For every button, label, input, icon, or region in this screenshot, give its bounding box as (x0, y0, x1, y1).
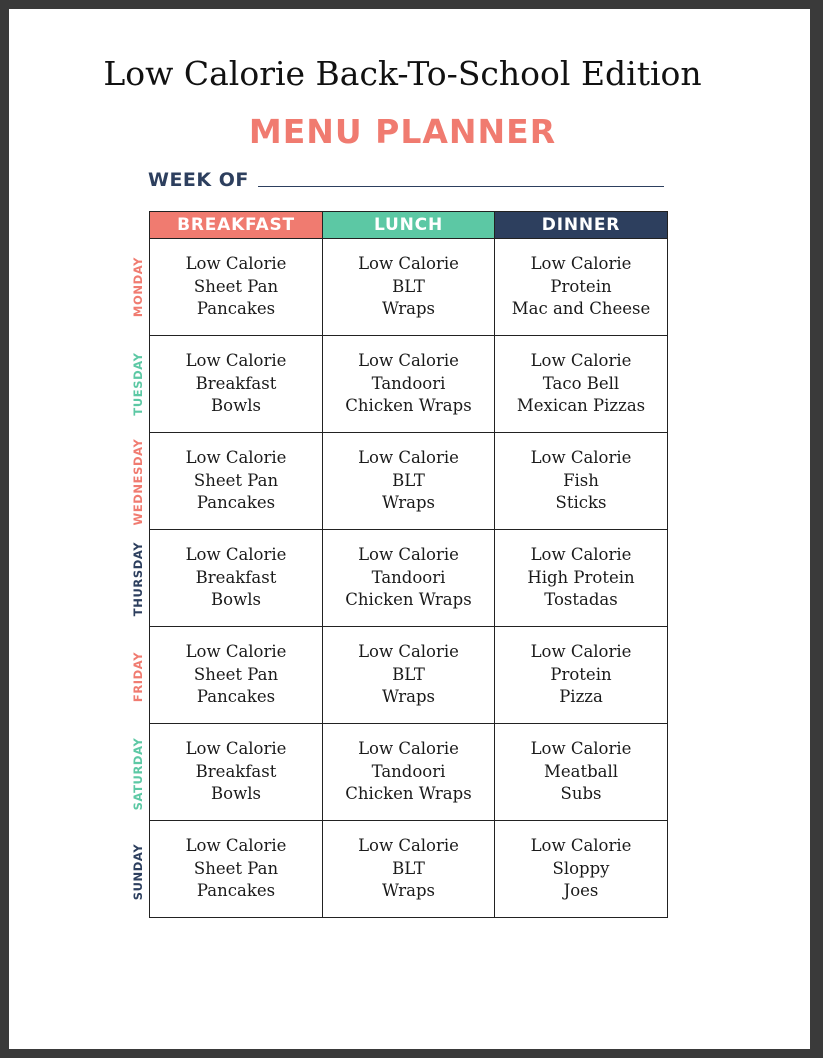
meal-text-line: Low Calorie (358, 836, 459, 856)
meal-text-line: Low Calorie (185, 545, 287, 565)
meal-text-line: Sheet Pan (193, 664, 279, 684)
meal-text-line: Low Calorie (530, 448, 632, 468)
meal-text-line: Pancakes (196, 493, 276, 513)
meal-text-line: Chicken Wraps (345, 590, 472, 610)
meal-text-line: Low Calorie (530, 739, 632, 759)
day-labels (126, 238, 150, 921)
meal-text-line: Breakfast (195, 761, 277, 781)
table-row-tuesday (150, 336, 668, 433)
table-row-thursday (150, 530, 668, 627)
meal-text-line: Wraps (382, 299, 435, 319)
day-label-text: FRIDAY (131, 651, 145, 702)
meal-text-line: Pancakes (196, 881, 276, 901)
meal-text-line: Tandoori (371, 761, 446, 781)
meal-cell-monday-lunch (323, 239, 495, 336)
meal-text-line: Pancakes (196, 299, 276, 319)
meal-text-line: Protein (550, 664, 612, 684)
column-header-lunch: LUNCH (323, 212, 495, 239)
meal-text-line: Fish (563, 470, 599, 490)
meal-text-line: Sloppy (552, 858, 610, 878)
meal-cell-thursday-dinner (495, 530, 668, 627)
meal-cell-friday-lunch (323, 627, 495, 724)
header-row (150, 212, 668, 239)
meal-text-line: Chicken Wraps (345, 784, 472, 804)
day-label-text: SATURDAY (131, 737, 145, 811)
meal-text-line: Wraps (382, 493, 435, 513)
day-label-text: MONDAY (131, 256, 145, 317)
day-label-monday (126, 238, 150, 336)
meal-cell-monday-breakfast (150, 239, 323, 336)
meal-cell-wednesday-dinner (495, 433, 668, 530)
meal-text-line: Wraps (382, 687, 435, 707)
meal-text-line: Sticks (555, 493, 607, 513)
page-title: Low Calorie Back-To-School Edition (103, 54, 702, 93)
meal-text-line: Joes (563, 881, 599, 901)
meal-text-line: High Protein (527, 567, 635, 587)
column-header-dinner: DINNER (495, 212, 668, 239)
meal-cell-tuesday-dinner (495, 336, 668, 433)
meal-cell-thursday-breakfast (150, 530, 323, 627)
table-row-wednesday (150, 433, 668, 530)
meal-text-line: Wraps (382, 881, 435, 901)
week-of-fill-line (258, 186, 664, 187)
meal-cell-saturday-dinner (495, 724, 668, 821)
meal-text-line: Breakfast (195, 567, 277, 587)
meal-cell-friday-breakfast (150, 627, 323, 724)
meal-cell-sunday-breakfast (150, 821, 323, 918)
meal-text-line: Breakfast (195, 373, 277, 393)
meal-cell-wednesday-lunch (323, 433, 495, 530)
meal-text-line: Subs (560, 784, 602, 804)
meal-text-line: BLT (392, 276, 425, 296)
meal-cell-wednesday-breakfast (150, 433, 323, 530)
day-label-text: TUESDAY (131, 352, 145, 416)
meal-cell-tuesday-lunch (323, 336, 495, 433)
table-row-friday (150, 627, 668, 724)
week-of-label: WEEK OF (148, 169, 249, 191)
day-label-text: THURSDAY (131, 542, 145, 617)
table-row-saturday (150, 724, 668, 821)
meal-text-line: Bowls (211, 784, 261, 804)
day-label-wednesday (126, 433, 150, 531)
meal-text-line: BLT (392, 858, 425, 878)
meal-text-line: Low Calorie (358, 739, 459, 759)
meal-text-line: Low Calorie (185, 351, 287, 371)
meal-cell-thursday-lunch (323, 530, 495, 627)
day-label-friday (126, 628, 150, 726)
meal-text-line: Low Calorie (185, 739, 287, 759)
meal-text-line: Mac and Cheese (511, 299, 651, 319)
day-label-saturday (126, 726, 150, 824)
meal-text-line: Low Calorie (358, 254, 459, 274)
meal-text-line: Low Calorie (358, 545, 459, 565)
meal-text-line: Tandoori (371, 567, 446, 587)
day-label-tuesday (126, 336, 150, 434)
meal-cell-saturday-lunch (323, 724, 495, 821)
meal-text-line: Bowls (211, 396, 261, 416)
column-header-breakfast: BREAKFAST (150, 212, 323, 239)
meal-text-line: Taco Bell (542, 373, 620, 393)
day-label-sunday (126, 823, 150, 921)
meal-text-line: Low Calorie (185, 448, 287, 468)
meal-text-line: Chicken Wraps (345, 396, 472, 416)
meal-cell-monday-dinner (495, 239, 668, 336)
menu-planner-table (149, 211, 668, 918)
meal-text-line: BLT (392, 470, 425, 490)
meal-text-line: Mexican Pizzas (516, 396, 646, 416)
meal-text-line: Pancakes (196, 687, 276, 707)
meal-text-line: Sheet Pan (193, 858, 279, 878)
meal-text-line: Pizza (559, 687, 603, 707)
meal-text-line: Low Calorie (530, 254, 632, 274)
meal-text-line: Sheet Pan (193, 470, 279, 490)
meal-text-line: Low Calorie (185, 642, 287, 662)
meal-text-line: Bowls (211, 590, 261, 610)
meal-text-line: Low Calorie (185, 836, 287, 856)
meal-text-line: Low Calorie (358, 351, 459, 371)
meal-text-line: Low Calorie (358, 448, 459, 468)
meal-text-line: Tostadas (544, 590, 618, 610)
meal-text-line: Tandoori (371, 373, 446, 393)
meal-text-line: Low Calorie (185, 254, 287, 274)
day-label-text: WEDNESDAY (131, 438, 145, 526)
meal-text-line: Low Calorie (530, 642, 632, 662)
meal-text-line: Meatball (543, 761, 619, 781)
meal-cell-sunday-dinner (495, 821, 668, 918)
day-label-thursday (126, 531, 150, 629)
meal-text-line: Low Calorie (530, 545, 632, 565)
day-label-text: SUNDAY (131, 843, 145, 901)
table-row-sunday (150, 821, 668, 918)
meal-cell-friday-dinner (495, 627, 668, 724)
meal-text-line: Low Calorie (530, 836, 632, 856)
meal-cell-saturday-breakfast (150, 724, 323, 821)
meal-text-line: Sheet Pan (193, 276, 279, 296)
meal-text-line: Low Calorie (530, 351, 632, 371)
meal-cell-tuesday-breakfast (150, 336, 323, 433)
meal-text-line: BLT (392, 664, 425, 684)
meal-text-line: Low Calorie (358, 642, 459, 662)
table-row-monday (150, 239, 668, 336)
meal-text-line: Protein (550, 276, 612, 296)
meal-cell-sunday-lunch (323, 821, 495, 918)
page-subtitle: MENU PLANNER (248, 112, 557, 151)
